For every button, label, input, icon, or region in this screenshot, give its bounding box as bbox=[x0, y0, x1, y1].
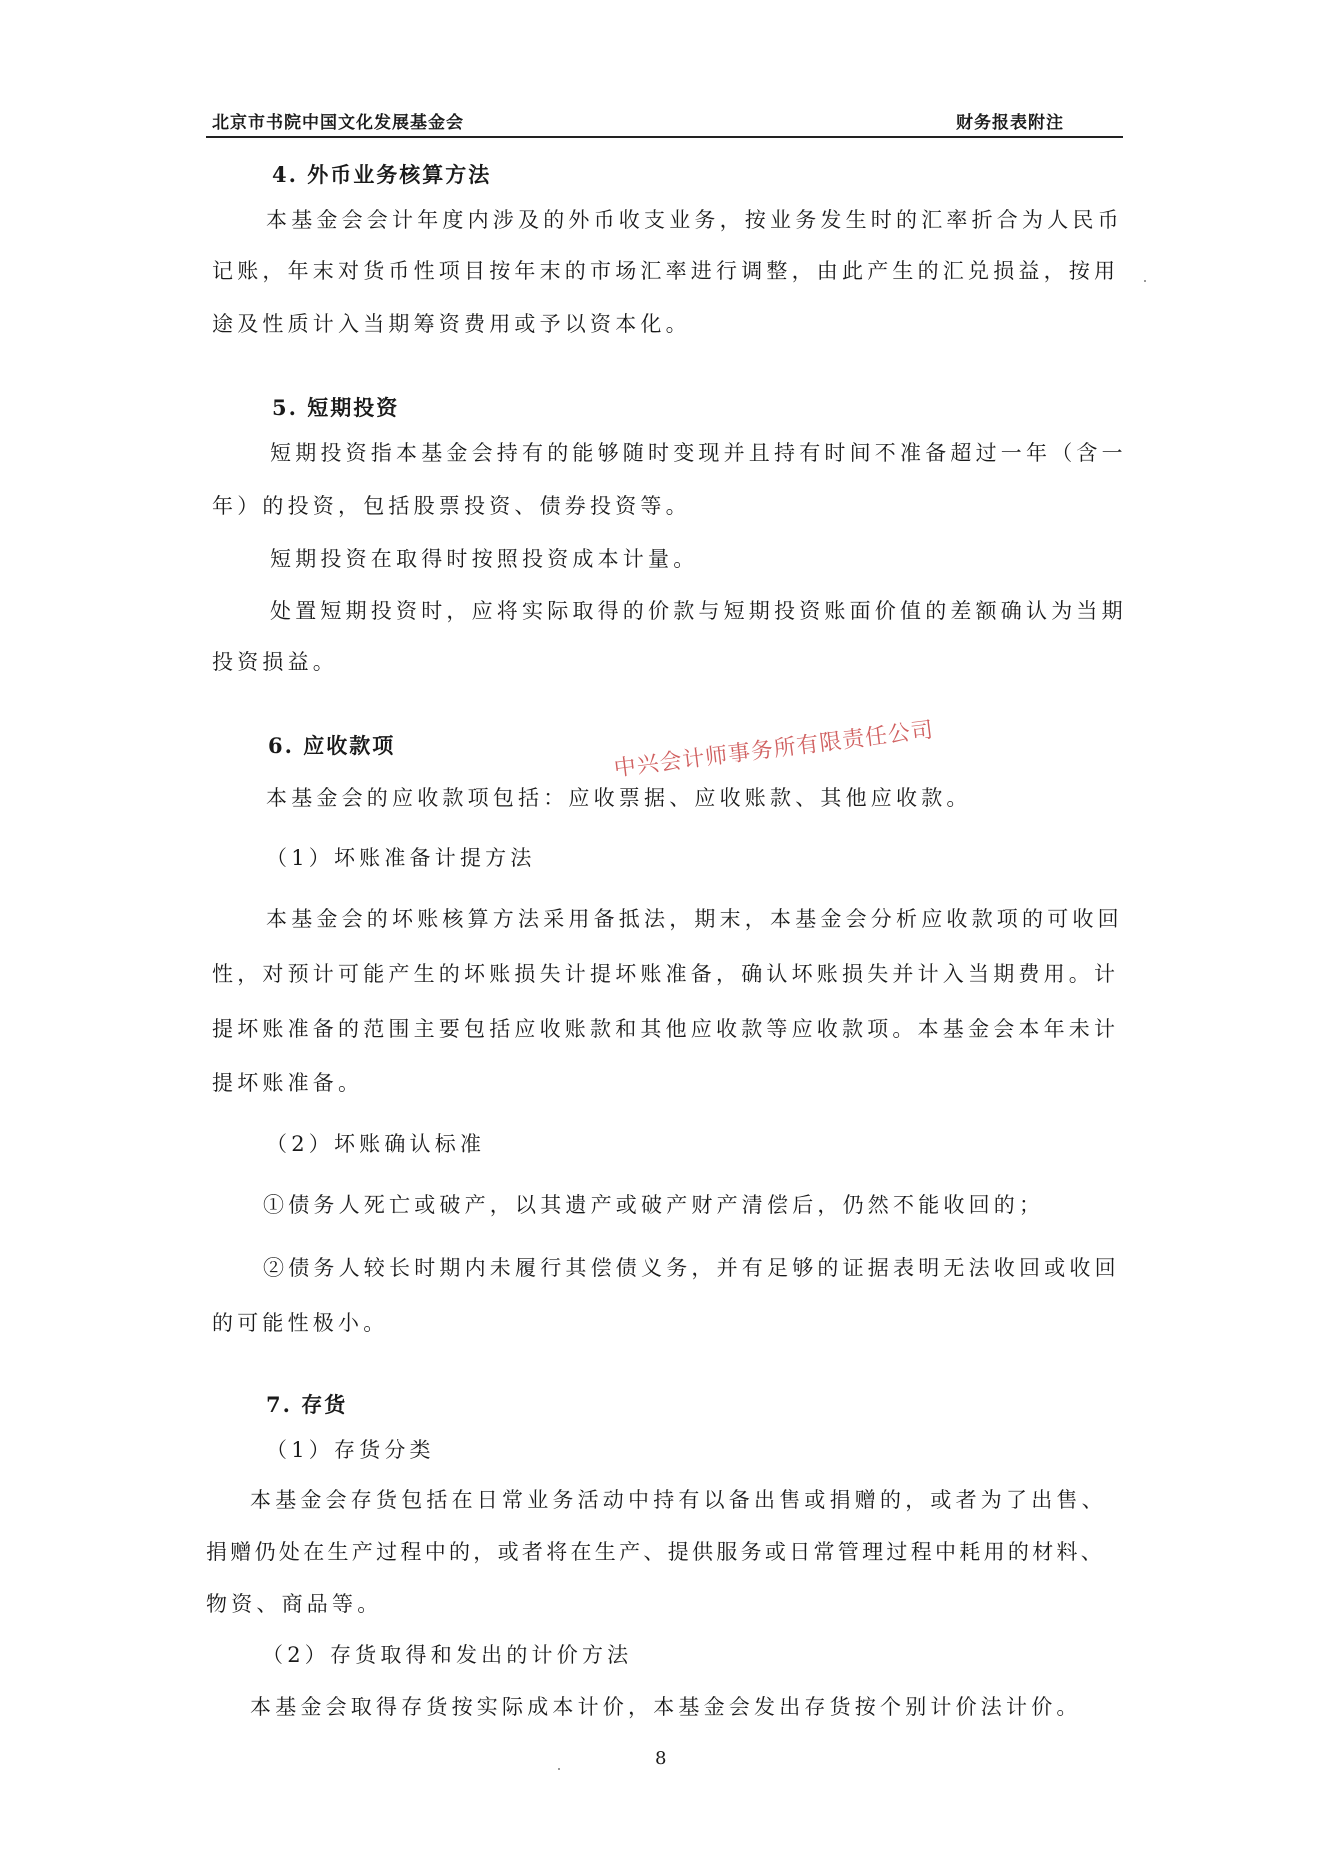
section-6-intro: 本基金会的应收款项包括：应收票据、应收账款、其他应收款。 bbox=[266, 786, 972, 810]
section-7-subheading-2: （2）存货取得和发出的计价方法 bbox=[262, 1643, 633, 1667]
section-7-line: 物资、商品等。 bbox=[206, 1592, 383, 1616]
section-4-line: 途及性质计入当期筹资费用或予以资本化。 bbox=[212, 312, 691, 336]
section-6-criterion: ①债务人死亡或破产，以其遗产或破产财产清偿后，仍然不能收回的； bbox=[263, 1193, 1045, 1217]
section-6-line: 提坏账准备。 bbox=[212, 1071, 364, 1095]
section-5-line: 处置短期投资时，应将实际取得的价款与短期投资账面价值的差额确认为当期 bbox=[270, 599, 1127, 623]
section-7-line: 本基金会取得存货按实际成本计价，本基金会发出存货按个别计价法计价。 bbox=[250, 1695, 1082, 1719]
section-4-line: 本基金会会计年度内涉及的外币收支业务，按业务发生时的汇率折合为人民币 bbox=[266, 208, 1123, 232]
section-6-criterion: ②债务人较长时期内未履行其偿债义务，并有足够的证据表明无法收回或收回 bbox=[263, 1256, 1120, 1280]
page-number: 8 bbox=[655, 1748, 667, 1769]
section-6-subheading-1: （1）坏账准备计提方法 bbox=[266, 846, 536, 870]
section-7-subheading-1: （1）存货分类 bbox=[266, 1438, 435, 1462]
section-5-line: 年）的投资，包括股票投资、债券投资等。 bbox=[212, 494, 691, 518]
scan-speck bbox=[558, 1768, 560, 1770]
company-stamp: 中兴会计师事务所有限责任公司 bbox=[612, 717, 936, 782]
section-6-line: 提坏账准备的范围主要包括应收账款和其他应收款等应收款项。本基金会本年未计 bbox=[212, 1017, 1120, 1041]
section-4-line: 记账，年末对货币性项目按年末的市场汇率进行调整，由此产生的汇兑损益，按用 bbox=[212, 259, 1120, 283]
section-4-title: 4. 外币业务核算方法 bbox=[272, 162, 492, 187]
section-5-line: 投资损益。 bbox=[212, 650, 338, 674]
section-6-line: 本基金会的坏账核算方法采用备抵法，期末，本基金会分析应收款项的可收回 bbox=[266, 907, 1123, 931]
section-6-line: 性，对预计可能产生的坏账损失计提坏账准备，确认坏账损失并计入当期费用。计 bbox=[212, 962, 1120, 986]
header-document-title: 财务报表附注 bbox=[956, 113, 1064, 133]
section-6-criterion: 的可能性极小。 bbox=[212, 1311, 389, 1335]
header-rule bbox=[206, 136, 1123, 138]
section-5-line: 短期投资在取得时按照投资成本计量。 bbox=[270, 547, 699, 571]
header-organization: 北京市书院中国文化发展基金会 bbox=[212, 113, 464, 133]
section-5-title: 5. 短期投资 bbox=[272, 395, 400, 420]
section-7-line: 捐赠仍处在生产过程中的，或者将在生产、提供服务或日常管理过程中耗用的材料、 bbox=[206, 1540, 1106, 1564]
section-6-subheading-2: （2）坏账确认标准 bbox=[266, 1132, 486, 1156]
section-7-title: 7. 存货 bbox=[266, 1392, 348, 1417]
section-7-line: 本基金会存货包括在日常业务活动中持有以备出售或捐赠的，或者为了出售、 bbox=[250, 1488, 1107, 1512]
section-6-title: 6. 应收款项 bbox=[268, 733, 396, 758]
scan-speck bbox=[1144, 280, 1146, 282]
section-5-line: 短期投资指本基金会持有的能够随时变现并且持有时间不准备超过一年（含一 bbox=[270, 441, 1127, 465]
